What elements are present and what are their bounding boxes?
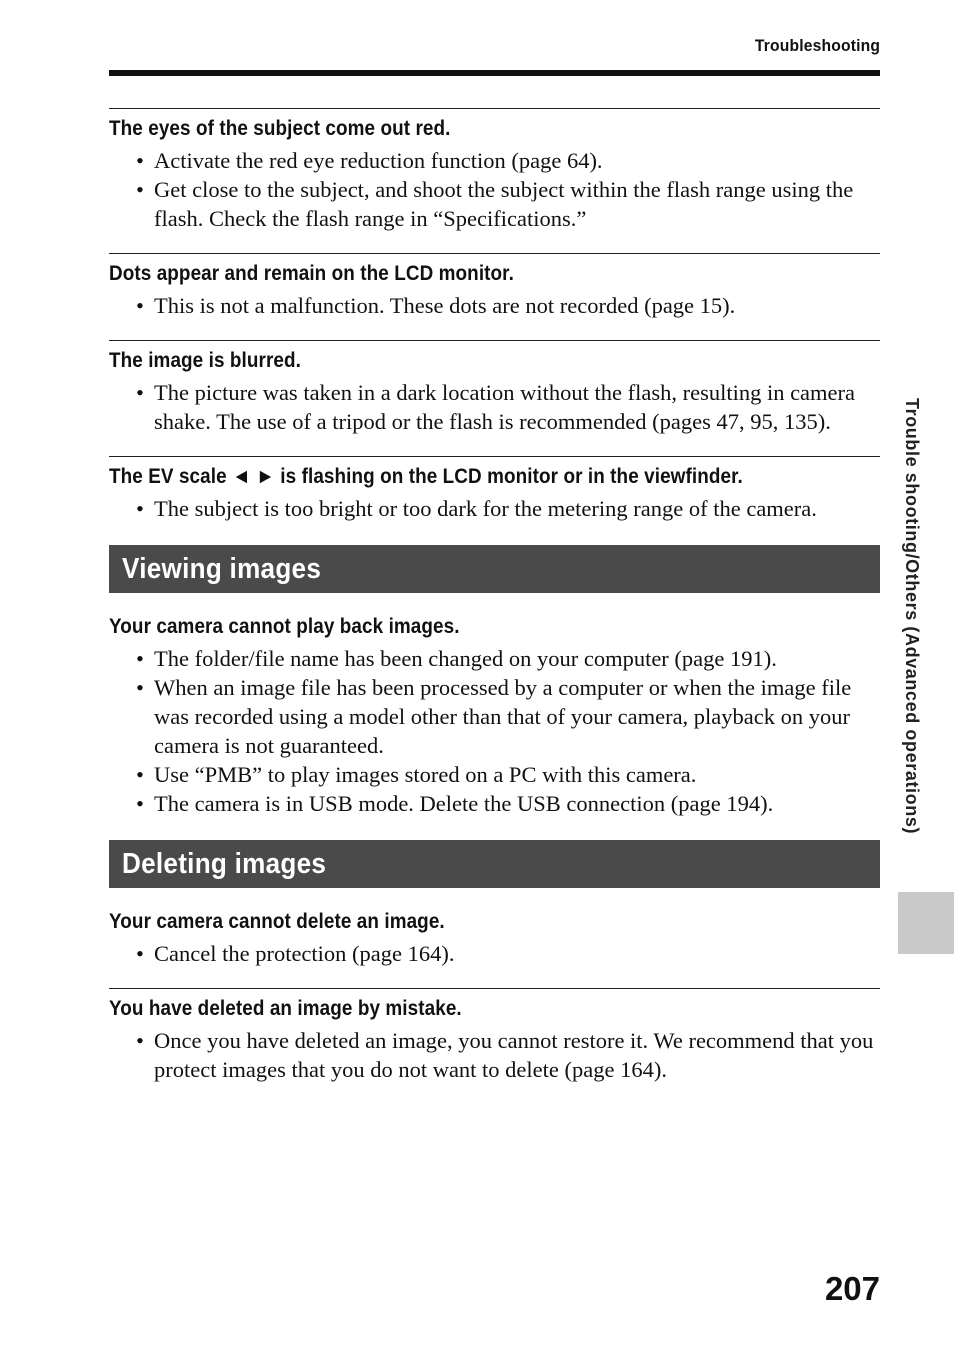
page-content bbox=[109, 108, 880, 1084]
troubleshoot-entry bbox=[109, 340, 880, 436]
entry-heading: The eyes of the subject come out red. bbox=[109, 117, 451, 140]
bullet-item: • The camera is in USB mode. Delete the USB connection (page 194). bbox=[109, 789, 880, 818]
entry-heading: The EV scale ◄ ► is flashing on the LCD monitor or in the viewfinder. bbox=[109, 465, 743, 488]
bullet-item: • Activate the red eye reduction function (page 64). bbox=[109, 146, 880, 175]
bullet-item: • When an image file has been processed by a computer or when the image file was recorded using a model other than that of your camera, playback on your camera is not guaranteed. bbox=[109, 673, 880, 760]
entry-heading: Dots appear and remain on the LCD monitor. bbox=[109, 262, 514, 285]
bullet-list bbox=[109, 1026, 880, 1084]
section-title: Deleting images bbox=[122, 848, 327, 880]
bullet-list bbox=[109, 494, 880, 523]
bullet-list bbox=[109, 378, 880, 436]
bullet-list bbox=[109, 939, 880, 968]
side-tab-label: Trouble shooting/Others (Advanced operations) bbox=[902, 398, 922, 835]
bullet-list bbox=[109, 291, 880, 320]
bullet-item: • Get close to the subject, and shoot the subject within the flash range using the flash. Check the flash range in “Specifications.” bbox=[109, 175, 880, 233]
running-head: Troubleshooting bbox=[754, 36, 880, 55]
troubleshoot-entry bbox=[109, 253, 880, 320]
bullet-item: • The folder/file name has been changed on your computer (page 191). bbox=[109, 644, 880, 673]
bullet-list bbox=[109, 644, 880, 818]
entry-heading: Your camera cannot delete an image. bbox=[109, 910, 445, 933]
bullet-item: • Use “PMB” to play images stored on a PC with this camera. bbox=[109, 760, 880, 789]
header-rule bbox=[109, 70, 880, 76]
bullet-item: • Once you have deleted an image, you cannot restore it. We recommend that you protect images that you do not want to delete (page 164). bbox=[109, 1026, 880, 1084]
page-number: 207 bbox=[824, 1270, 880, 1307]
section-header-viewing bbox=[109, 545, 880, 593]
side-tab-marker bbox=[898, 892, 954, 954]
bullet-item: • The subject is too bright or too dark for the metering range of the camera. bbox=[109, 494, 880, 523]
bullet-item: • This is not a malfunction. These dots are not recorded (page 15). bbox=[109, 291, 880, 320]
bullet-item: • The picture was taken in a dark location without the flash, resulting in camera shake. The use of a tripod or the flash is recommended (pages 47, 95, 135). bbox=[109, 378, 880, 436]
troubleshoot-entry bbox=[109, 908, 880, 968]
bullet-list bbox=[109, 146, 880, 233]
entry-heading: Your camera cannot play back images. bbox=[109, 615, 460, 638]
troubleshoot-entry bbox=[109, 456, 880, 523]
entry-heading: The image is blurred. bbox=[109, 349, 301, 372]
section-header-deleting bbox=[109, 840, 880, 888]
troubleshoot-entry bbox=[109, 613, 880, 818]
troubleshoot-entry bbox=[109, 108, 880, 233]
bullet-item: • Cancel the protection (page 164). bbox=[109, 939, 880, 968]
troubleshoot-entry bbox=[109, 988, 880, 1084]
entry-heading: You have deleted an image by mistake. bbox=[109, 997, 462, 1020]
section-title: Viewing images bbox=[122, 553, 322, 585]
